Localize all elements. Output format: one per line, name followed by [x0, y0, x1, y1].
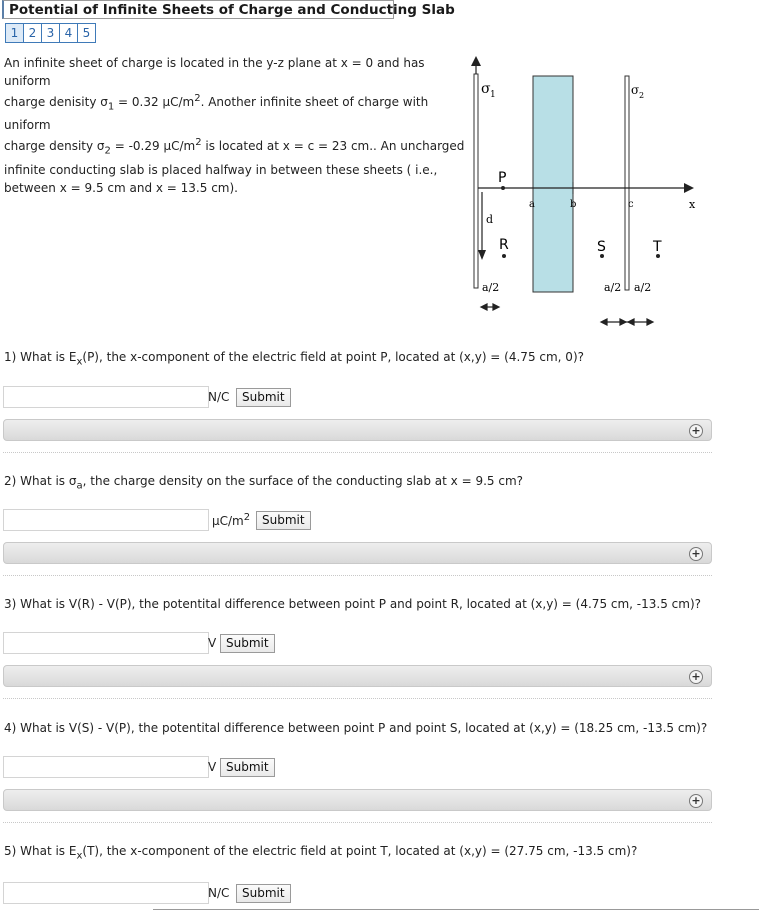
intro-line: infinite conducting slab is placed halfway in between these sheets ( i.e.,	[4, 162, 438, 177]
divider	[3, 452, 712, 453]
unit-2: $\mu C/m^2$	[212, 512, 251, 528]
divider	[3, 575, 712, 576]
intro-line: between x = 9.5 cm and x = 13.5 cm).	[4, 180, 238, 195]
answer-input-1[interactable]	[3, 386, 209, 408]
submit-button-3[interactable]: Submit	[220, 634, 275, 653]
label-P: P	[498, 170, 507, 186]
point-R	[502, 254, 506, 258]
divider	[153, 909, 759, 910]
answer-input-5[interactable]	[3, 882, 209, 904]
conducting-slab	[533, 76, 573, 292]
unit-3: V	[208, 636, 217, 650]
unit-1: N/C	[208, 390, 230, 404]
sigma1-label: σ	[481, 81, 491, 97]
sigma2-label: σ	[631, 83, 640, 97]
label-c: c	[628, 199, 634, 210]
answer-input-3[interactable]	[3, 632, 209, 654]
y-axis-arrow	[471, 56, 481, 66]
divider	[3, 698, 712, 699]
question-5: 5) What is $E_x(T)$, the x-component of the electric field at point T, located at (x,y) = (27.75 cm, -13.5 cm)?	[4, 844, 638, 862]
tab-5[interactable]: 5	[77, 23, 96, 43]
submit-button-1[interactable]: Submit	[236, 388, 291, 407]
plus-icon[interactable]: +	[689, 794, 703, 808]
intro-line: charge denisity $\sigma_1 = 0.32$ $\mu C/m^2$. Another infinite sheet of charge with uniform	[4, 93, 429, 133]
tab-3[interactable]: 3	[41, 23, 60, 43]
label-a2-right: a/2	[634, 281, 652, 294]
tab-4[interactable]: 4	[59, 23, 78, 43]
point-P	[501, 186, 505, 190]
tab-1[interactable]: 1	[5, 23, 24, 43]
plus-icon[interactable]: +	[689, 547, 703, 561]
hint-bar-3[interactable]	[3, 665, 712, 687]
svg-text:2: 2	[639, 91, 645, 100]
sheet-sigma1	[474, 74, 478, 288]
question-3: 3) What is V(R) - V(P), the potentital difference between point P and point R, located at (x,y) = (4.75 cm, -13.5 cm)?	[4, 597, 702, 611]
answer-input-4[interactable]	[3, 756, 209, 778]
divider	[3, 822, 712, 823]
label-a2-mid: a/2	[604, 281, 622, 294]
diagram	[0, 0, 759, 340]
plus-icon[interactable]: +	[689, 424, 703, 438]
intro-line: An infinite sheet of charge is located in the y-z plane at x = 0 and has uniform	[4, 56, 425, 88]
hint-bar-1[interactable]	[3, 419, 712, 441]
intro-line: charge density $\sigma_2 = -0.29$ $\mu C/m^2$ is located at x = c = 23 cm.. An uncharged	[4, 137, 465, 157]
unit-5: N/C	[208, 886, 230, 900]
label-S: S	[597, 239, 606, 255]
question-2: 2) What is $\sigma_a$, the charge density on the surface of the conducting slab at x = 9.5 cm?	[4, 474, 524, 492]
question-1: 1) What is $E_x(P)$, the x-component of the electric field at point P, located at (x,y) = (4.75 cm, 0)?	[4, 350, 584, 368]
label-T: T	[653, 239, 662, 255]
label-b: b	[570, 199, 577, 210]
a2-arrow-right	[601, 319, 653, 325]
x-axis-arrow	[684, 183, 694, 193]
svg-text:1: 1	[490, 90, 496, 100]
answer-input-2[interactable]	[3, 509, 209, 531]
hint-bar-2[interactable]	[3, 542, 712, 564]
a2-arrow-left	[481, 304, 499, 310]
plus-icon[interactable]: +	[689, 670, 703, 684]
hint-bar-4[interactable]	[3, 789, 712, 811]
tab-2[interactable]: 2	[23, 23, 42, 43]
page-title: Potential of Infinite Sheets of Charge and Conducting Slab	[2, 0, 394, 19]
label-d: d	[486, 213, 494, 226]
label-x: x	[689, 198, 696, 211]
label-a2-left: a/2	[482, 281, 500, 294]
sheet-sigma2	[625, 76, 629, 290]
submit-button-5[interactable]: Submit	[236, 884, 291, 903]
submit-button-4[interactable]: Submit	[220, 758, 275, 777]
label-a: a	[529, 199, 535, 210]
submit-button-2[interactable]: Submit	[256, 511, 311, 530]
unit-4: V	[208, 760, 217, 774]
label-R: R	[499, 237, 509, 253]
question-4: 4) What is V(S) - V(P), the potentital difference between point P and point S, located at (x,y) = (18.25 cm, -13.5 cm)?	[4, 721, 708, 735]
